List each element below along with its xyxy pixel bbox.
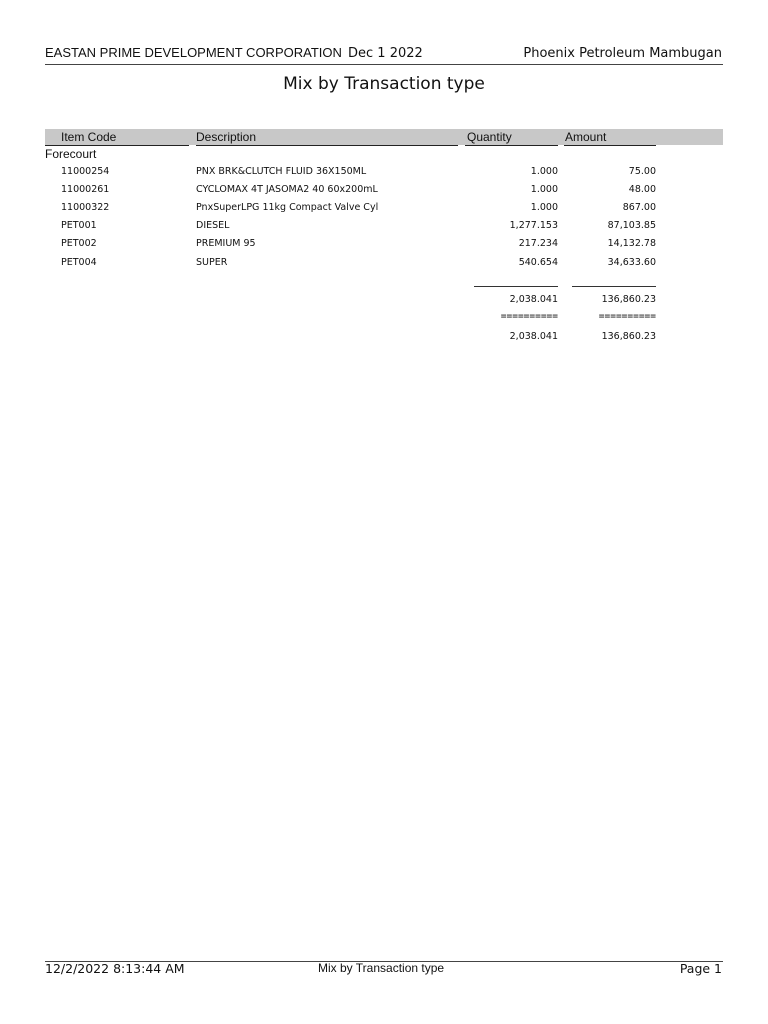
column-header-bar: [45, 129, 723, 145]
item-code: PET001: [61, 220, 97, 231]
header-divider: [45, 64, 723, 65]
item-description: DIESEL: [196, 220, 230, 231]
table-row: [0, 235, 768, 253]
footer-title: Mix by Transaction type: [318, 961, 445, 975]
column-underline-quantity: [465, 145, 558, 146]
subtotal-row: [0, 291, 768, 309]
item-quantity: 1.000: [530, 202, 558, 213]
company-name: EASTAN PRIME DEVELOPMENT CORPORATION: [45, 45, 342, 60]
grand-total-quantity: 2,038.041: [509, 331, 558, 342]
grand-total-amount: 136,860.23: [601, 331, 656, 342]
branch-name: Phoenix Petroleum Mambugan: [523, 46, 722, 61]
table-row: [0, 254, 768, 272]
column-underline-amount: [564, 145, 656, 146]
table-row: [0, 217, 768, 235]
item-amount: 14,132.78: [607, 238, 656, 249]
column-header-amount: Amount: [565, 130, 607, 144]
item-code: 11000261: [61, 184, 110, 195]
item-code: PET002: [61, 238, 97, 249]
double-rule-quantity: ==========: [500, 311, 558, 322]
item-description: CYCLOMAX 4T JASOMA2 40 60x200mL: [196, 184, 378, 195]
column-header-quantity: Quantity: [467, 130, 512, 144]
item-description: PnxSuperLPG 11kg Compact Valve Cyl: [196, 202, 379, 213]
group-label: Forecourt: [45, 147, 97, 161]
print-timestamp: 12/2/2022 8:13:44 AM: [45, 961, 185, 976]
page-number: Page 1: [679, 961, 722, 976]
item-description: SUPER: [196, 257, 228, 268]
subtotal-underline-quantity: [474, 286, 558, 287]
item-description: PREMIUM 95: [196, 238, 256, 249]
double-rule-amount: ==========: [598, 311, 656, 322]
item-quantity: 1.000: [530, 166, 558, 177]
item-amount: 48.00: [628, 184, 656, 195]
item-amount: 867.00: [622, 202, 656, 213]
item-quantity: 540.654: [518, 257, 558, 268]
item-code: PET004: [61, 257, 97, 268]
column-underline-description: [196, 145, 458, 146]
item-amount: 87,103.85: [607, 220, 656, 231]
column-header-description: Description: [196, 130, 257, 144]
subtotal-quantity: 2,038.041: [509, 294, 558, 305]
report-date: Dec 1 2022: [348, 46, 423, 61]
item-amount: 34,633.60: [607, 257, 656, 268]
report-title: Mix by Transaction type: [283, 74, 485, 94]
table-row: [0, 181, 768, 199]
table-row: [0, 199, 768, 217]
item-code: 11000322: [61, 202, 110, 213]
table-row: [0, 163, 768, 181]
subtotal-amount: 136,860.23: [601, 294, 656, 305]
item-amount: 75.00: [628, 166, 656, 177]
column-header-item-code: Item Code: [61, 130, 117, 144]
item-quantity: 1,277.153: [509, 220, 558, 231]
grand-total-row: [0, 328, 768, 346]
column-underline-item-code: [45, 145, 189, 146]
item-code: 11000254: [61, 166, 110, 177]
item-quantity: 217.234: [518, 238, 558, 249]
item-description: PNX BRK&CLUTCH FLUID 36X150ML: [196, 166, 367, 177]
subtotal-underline-amount: [572, 286, 656, 287]
item-quantity: 1.000: [530, 184, 558, 195]
